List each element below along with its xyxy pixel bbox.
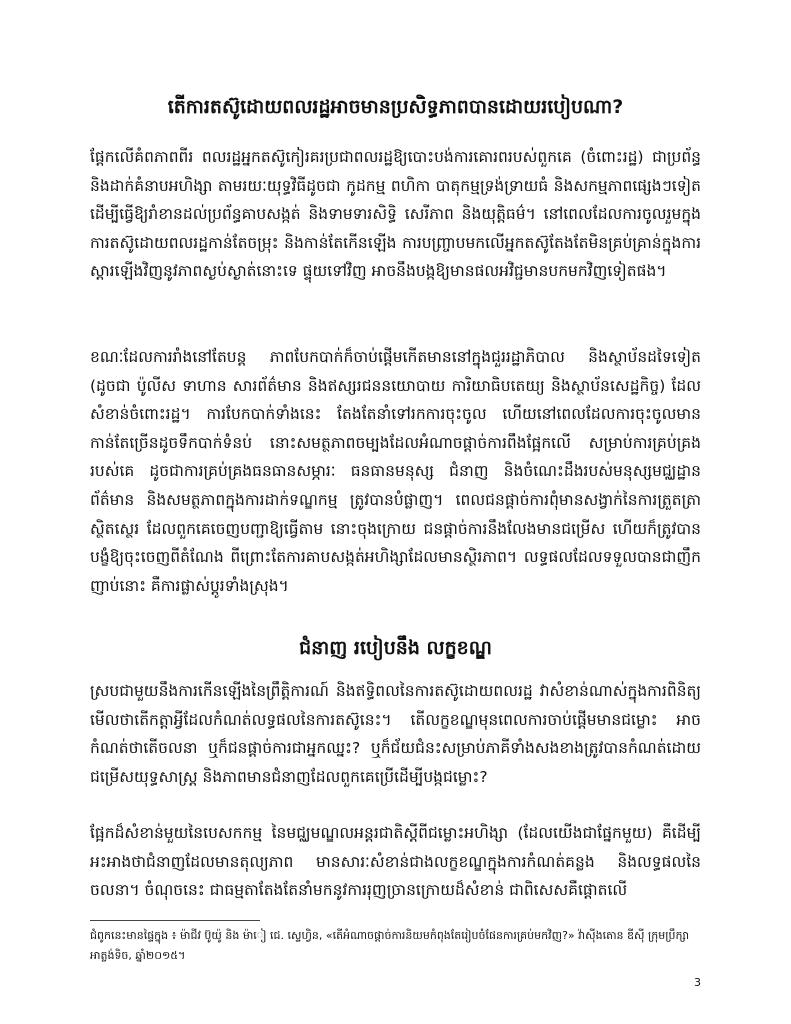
body-paragraph-2: ខណៈដែលការរាំងនៅតែបន្ត ភាពបែកបាក់ក៏ចាប់ផ្ដើមកើតមាននៅក្នុងជួររដ្ឋាភិបាល និងស្ថាប័នដទៃទៀត (ដូចជា ប៉ូលីស ទាហាន សារព័ត៌មាន និងឥស្សរជននយោបាយ ការិយាធិបតេយ្យ និងស្ថាប័នសេដ្ឋកិច្ច) ដែលសំខាន់ចំពោះរដ្ឋ។ ការបែកបាក់ទាំងនេះ តែងតែនាំទៅរកការចុះចូល ហើយនៅពេលដែលការចុះចូលមានកាន់តែច្រើនដូចទឹកបាក់ទំនប់ នោះសមត្ថភាពចម្បងដែលអំណាចផ្ដាច់ការពឹងផ្អែកលើ សម្រាប់ការគ្រប់គ្រងរបស់គេ ដូចជាការគ្រប់គ្រងធនធានសម្ភារៈ ធនធានមនុស្ស ជំនាញ និងចំណេះដឹងរបស់មនុស្សមជ្ឈដ្ឋានព័ត៌មាន និងសមត្ថភាពក្នុងការដាក់ទណ្ឌកម្ម ត្រូវបានបំផ្លាញ។ ពេលជនផ្ដាច់ការពុំមានសង្វាក់នៃការត្រួតត្រាស្ថិតស្ថេរ ដែលពួកគេចេញបញ្ជាឱ្យធ្វើតាម នោះចុងក្រោយ ជនផ្ដាច់ការនឹងលែងមានជម្រើស ហើយក៏ត្រូវបានបង្ខំឱ្យចុះចេញពីតំណែង ពីព្រោះតែការគាបសង្កត់អហិង្សាដែលមានស្ថិរភាព។ លទ្ធផលដែលទទួលបានជាញឹកញាប់នោះ គឺការផ្លាស់ប្ដូរទាំងស្រុង។ <box>90 348 701 595</box>
body-paragraph-1: ផ្ដែកលើគំពភាពពីរ ពលរដ្ឋអ្នកតស៊ូកៀរគរប្រជាពលរដ្ឋឱ្យបោះបង់ការគោរពរបស់ពួកគេ (ចំពោះរដ្ឋ) ជាប្រព័ន្ធ និងដាក់គំនាបអហិង្សា តាមរយៈយុទ្ធវិធីដូចជា កូដកម្ម ពហិកា បាតុកម្មទ្រង់ទ្រាយធំ និងសកម្មភាពផ្សេងៗទៀត ដើម្បីធ្វើឱ្យរាំខានដល់ប្រព័ន្ធគាបសង្កត់ និងទាមទារសិទ្ធិ សេរីភាព និងយុត្តិធម៌។ នៅពេលដែលការចូលរួមក្នុងការតស៊ូដោយពលរដ្ឋកាន់តែចម្រុះ និងកាន់តែកើនឡើង ការបញ្ច្រាបមកលើអ្នកតស៊ូតែងតែមិនគ្រប់គ្រាន់ក្នុងការស្ដារឡើងវិញនូវភាពស្ងប់ស្ងាត់នោះទេ ផ្ទុយទៅវិញ អាចនឹងបង្កឱ្យមានផលអវិជ្ជមានបកមកវិញទៀតផង។ <box>90 148 701 281</box>
page-number: 3 <box>694 976 701 989</box>
body-paragraph-4: ផ្អែកដ៏សំខាន់មួយនៃបេសកកម្ម នៃមជ្ឈមណ្ឌលអន្តរជាតិស្ដីពីជម្លោះអហិង្សា (ដែលយើងជាផ្នែកមួយ) គឺដើម្បីអះអាងថាជំនាញដែលមានតុល្យភាព មានសារៈសំខាន់ជាងលក្ខខណ្ឌក្នុងការកំណត់គន្លង និងលទ្ធផលនៃចលនា។ ចំណុចនេះ ជាធម្មតាតែងតែនាំមកនូវការរុញច្រានក្រោយដ៏សំខាន់ ជាពិសេសគឺផ្ដោតលើ <box>90 824 701 900</box>
footnote-divider <box>90 920 260 921</box>
section-heading-civil-resistance-effectiveness: តើការតស៊ូដោយពលរដ្ឋអាចមានប្រសិទ្ធភាពបានដោយរបៀបណា? <box>167 96 624 118</box>
body-paragraph-3: ស្របជាមួយនឹងការកើនឡើងនៃព្រឹត្តិការណ៍ និងឥទ្ធិពលនៃការតស៊ូដោយពលរដ្ឋ វាសំខាន់ណាស់ក្នុងការពិនិត្យមើលថាតើកត្តាអ្វីដែលកំណត់លទ្ធផលនៃការតស៊ូនេះ។ តើលក្ខខណ្ឌមុនពេលការចាប់ផ្ដើមមានជម្លោះ អាចកំណត់ថាតើចលនា ឬក៏ជនផ្ដាច់ការជាអ្នកឈ្នះ? ឬក៏ជ័យជំនះសម្រាប់ភាគីទាំងសងខាងត្រូវបានកំណត់ដោយជម្រើសយុទ្ធសាស្ត្រ និងភាពមានជំនាញដែលពួកគេប្រើដើម្បីបង្កជម្លោះ? <box>90 682 701 786</box>
footnote: ជំពូកនេះមានផ្ទៃក្នុង ៖ ម៉ាជីវ ប៊ូយ៉ូ និង ម៉ាៀ ជេ. ស្ទេហ្វិន, «តើអំណាចផ្ដាច់ការនិយមកំពុងតែរៀបចំផែនការគ្រប់មកវិញ?» វ៉ាស៊ីងតោន ឌីស៊ី ក្រុមប្រឹក្សាអាត្លង់ទិច, ឆ្នាំ២០១៥។ <box>90 929 690 962</box>
section-heading-skills-conditions: ជំនាញ របៀបនឹង លក្ខខណ្ឌ <box>299 637 492 659</box>
